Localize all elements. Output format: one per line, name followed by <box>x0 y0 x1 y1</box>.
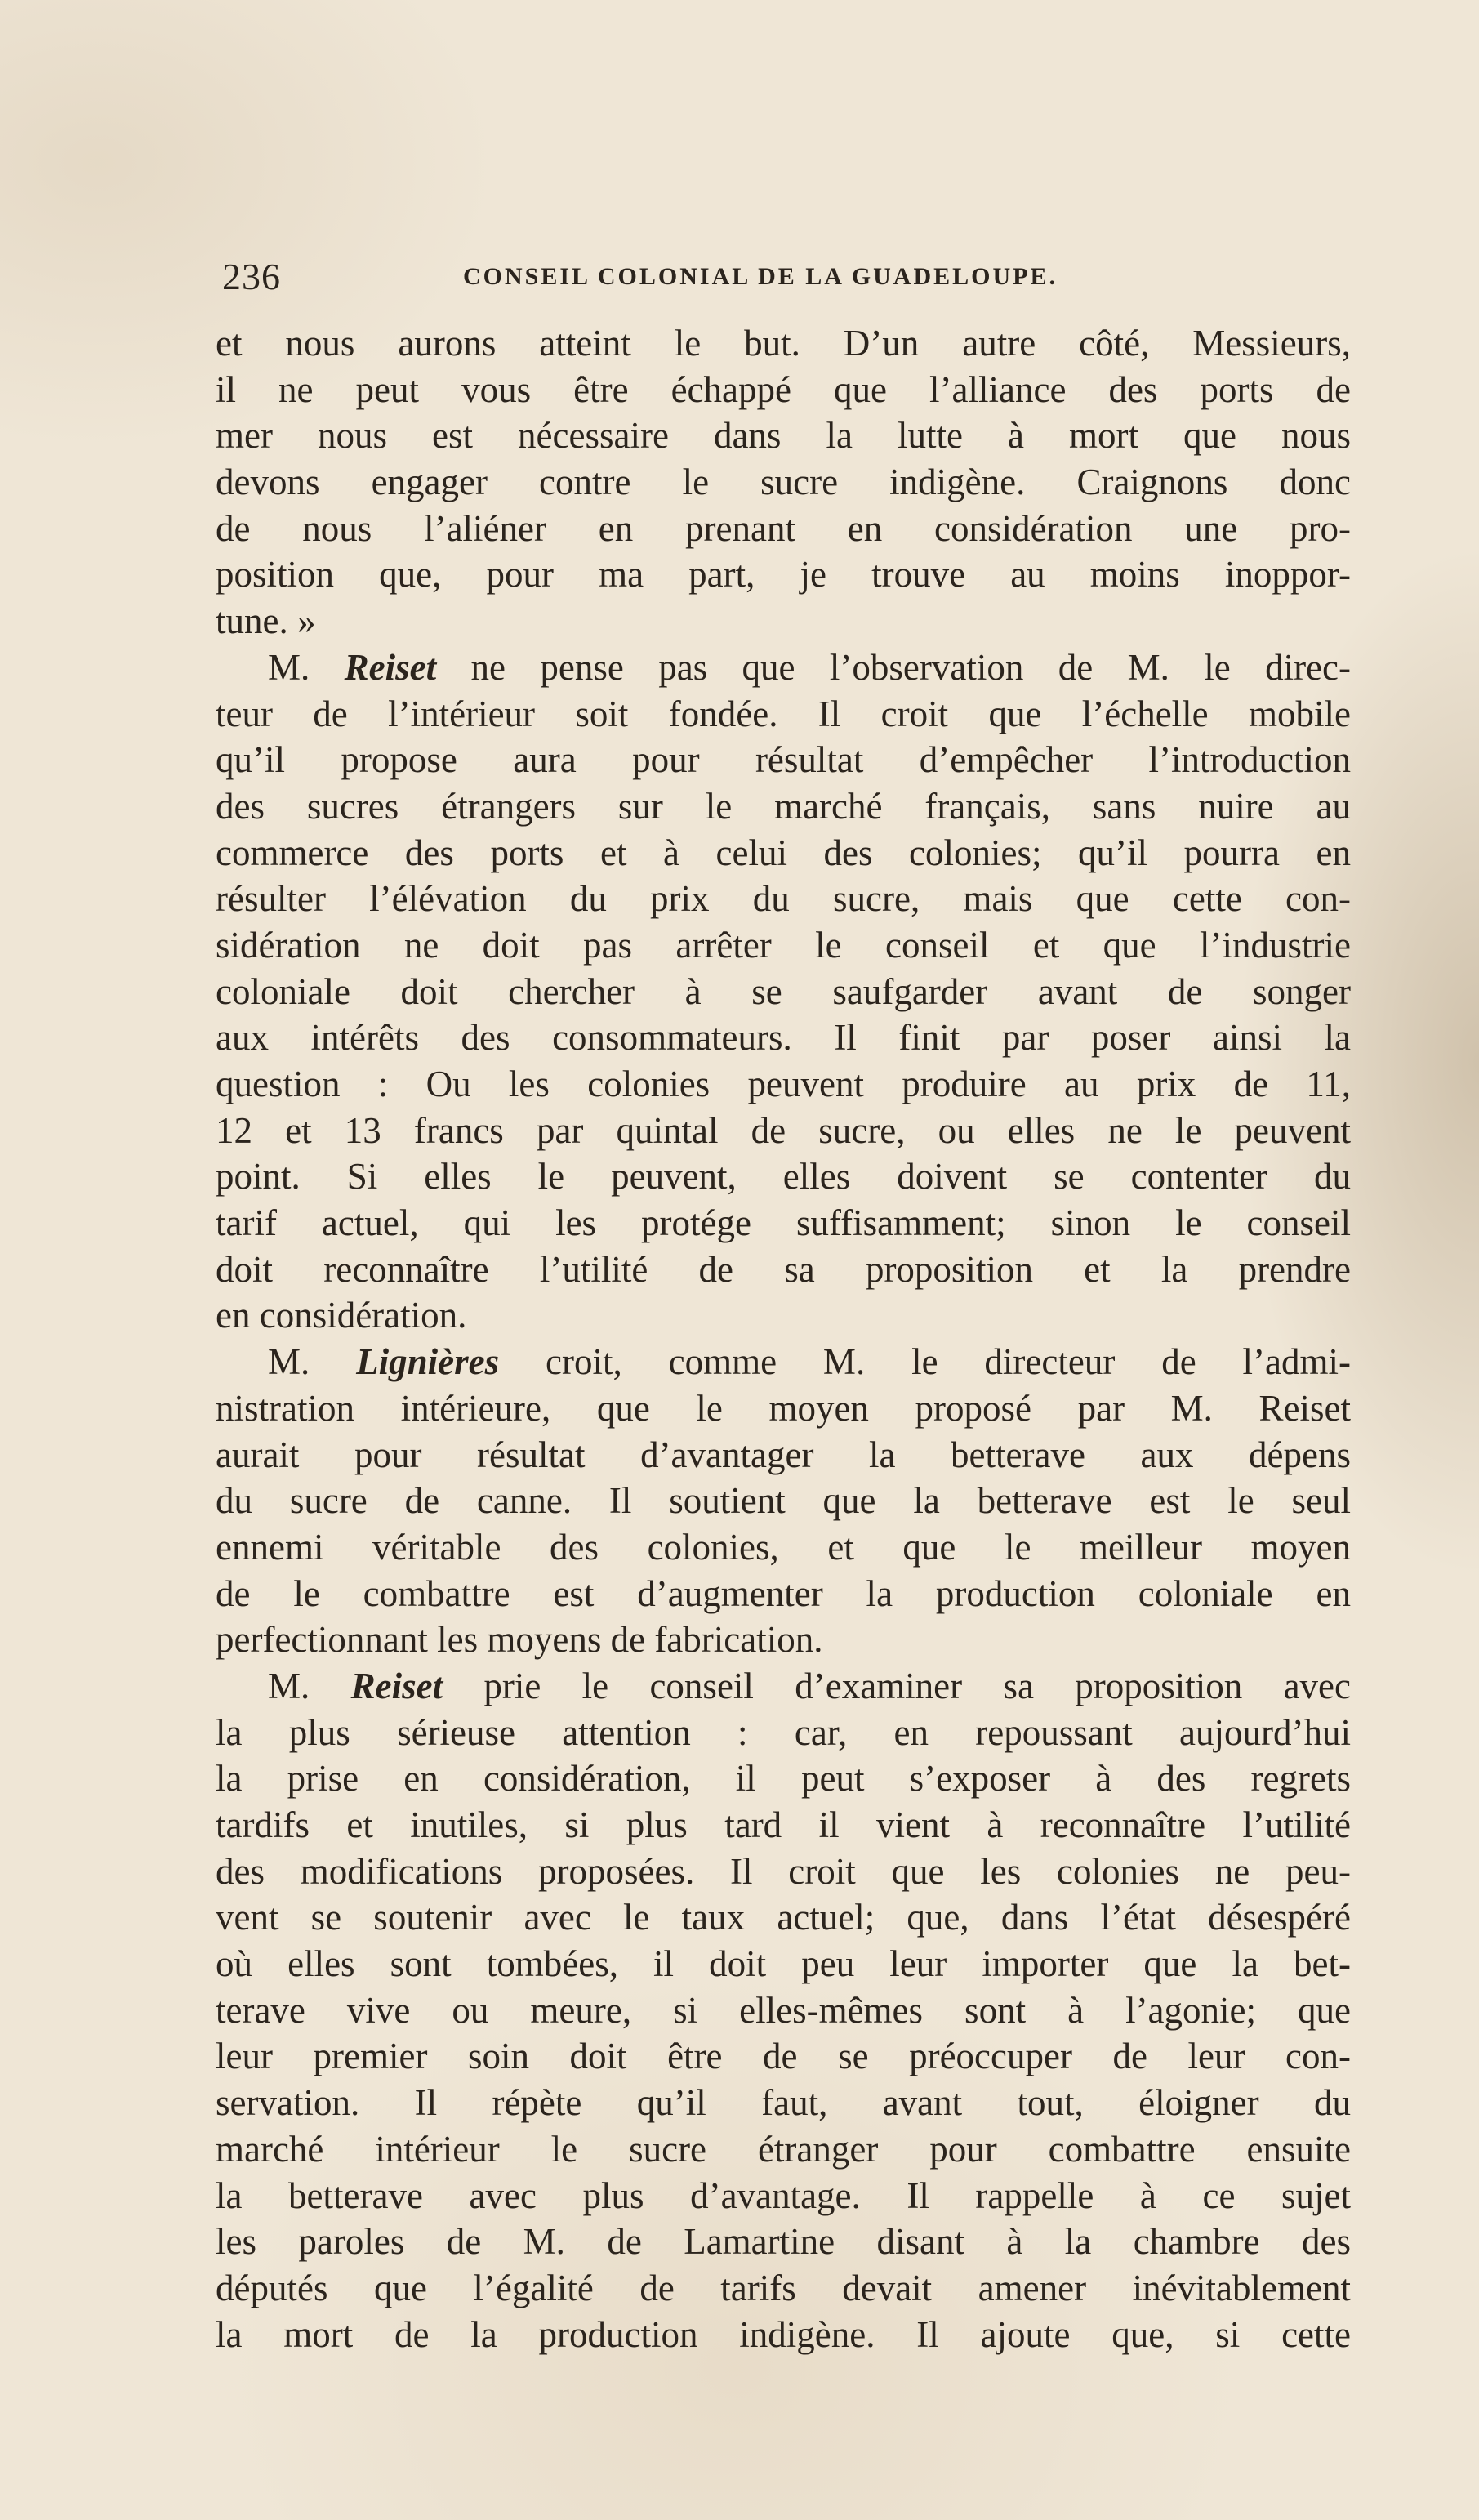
text-line: la betterave avec plus d’avantage. Il rappelle à ce sujet <box>216 2174 1351 2216</box>
text-line: en considération. <box>216 1295 467 1336</box>
text-line: 12 et 13 francs par quintal de sucre, ou elles ne le peuvent <box>216 1109 1351 1151</box>
text-line: teur de l’intérieur soit fondée. Il croit que l’échelle mobile <box>216 693 1351 734</box>
text-line: servation. Il répète qu’il faut, avant tout, éloigner du <box>216 2082 1351 2124</box>
running-head: CONSEIL COLONIAL DE LA GUADELOUPE. <box>463 263 1058 290</box>
text-line: coloniale doit chercher à se saufgarder avant de songer <box>216 970 1351 1012</box>
page-number: 236 <box>222 256 281 297</box>
body-text <box>216 320 1351 2444</box>
text-line: doit reconnaître l’utilité de sa proposition et la prendre <box>216 1248 1351 1290</box>
text-line: qu’il propose aura pour résultat d’empêcher l’introduction <box>216 739 1351 781</box>
text-line: du sucre de canne. Il soutient que la betterave est le seul <box>216 1480 1351 1522</box>
speaker-prefix: M. <box>268 646 345 688</box>
text-line: position que, pour ma part, je trouve au moins inoppor- <box>216 554 1351 595</box>
text-line: la plus sérieuse attention : car, en repoussant aujourd’hui <box>216 1711 1351 1753</box>
text-line: de nous l’aliéner en prenant en considération une pro- <box>216 507 1351 549</box>
text-line: marché intérieur le sucre étranger pour combattre ensuite <box>216 2128 1351 2170</box>
speaker-name: Reiset <box>350 1665 443 1706</box>
line-text: croit, comme M. le directeur de l’admi- <box>499 1341 1351 1383</box>
paragraph-2 <box>216 644 1351 1339</box>
page-header <box>222 255 1349 304</box>
text-line: nistration intérieure, que le moyen proposé par M. Reiset <box>216 1387 1351 1429</box>
text-line: députés que l’égalité de tarifs devait amener inévitablement <box>216 2267 1351 2308</box>
text-line: la prise en considération, il peut s’exposer à des regrets <box>216 1758 1351 1800</box>
text-line: commerce des ports et à celui des colonies; qu’il pourra en <box>216 832 1351 873</box>
text-line: tune. » <box>216 600 316 642</box>
paragraph-3 <box>216 1339 1351 1663</box>
text-line: aux intérêts des consommateurs. Il finit par poser ainsi la <box>216 1017 1351 1059</box>
text-line: tardifs et inutiles, si plus tard il vient à reconnaître l’utilité <box>216 1804 1351 1845</box>
text-line: terave vive ou meure, si elles-mêmes sont à l’agonie; que <box>216 1989 1351 2031</box>
text-line: les paroles de M. de Lamartine disant à la chambre des <box>216 2221 1351 2263</box>
text-line: la mort de la production indigène. Il ajoute que, si cette <box>216 2313 1351 2355</box>
paragraph-1 <box>216 320 1351 644</box>
text-line: question : Ou les colonies peuvent produire au prix de 11, <box>216 1064 1351 1104</box>
speaker-prefix: M. <box>268 1665 351 1706</box>
text-line: aurait pour résultat d’avantager la betterave aux dépens <box>216 1434 1351 1475</box>
text-line: ennemi véritable des colonies, et que le meilleur moyen <box>216 1526 1351 1568</box>
text-line <box>216 1663 1351 1710</box>
speaker-name: Lignières <box>356 1341 500 1383</box>
text-line: point. Si elles le peuvent, elles doivent se contenter du <box>216 1156 1351 1198</box>
text-line: il ne peut vous être échappé que l’alliance des ports de <box>216 368 1351 410</box>
text-line: où elles sont tombées, il doit peu leur importer que la bet- <box>216 1943 1351 1985</box>
text-line: sidération ne doit pas arrêter le conseil et que l’industrie <box>216 924 1351 966</box>
speaker-prefix: M. <box>268 1341 357 1383</box>
line-text: prie le conseil d’examiner sa proposition avec <box>443 1665 1351 1706</box>
text-line: et nous aurons atteint le but. D’un autre côté, Messieurs, <box>216 323 1351 364</box>
text-line: mer nous est nécessaire dans la lutte à mort que nous <box>216 415 1351 457</box>
text-line <box>216 644 1351 691</box>
text-line: perfectionnant les moyens de fabrication. <box>216 1619 823 1661</box>
text-line: résulter l’élévation du prix du sucre, mais que cette con- <box>216 878 1351 920</box>
text-line <box>216 1339 1351 1385</box>
line-text: ne pense pas que l’observation de M. le direc- <box>436 646 1351 688</box>
text-line: devons engager contre le sucre indigène. Craignons donc <box>216 462 1351 503</box>
speaker-name: Reiset <box>344 646 437 688</box>
text-line: de le combattre est d’augmenter la production coloniale en <box>216 1572 1351 1614</box>
text-line: leur premier soin doit être de se préoccuper de leur con- <box>216 2036 1351 2077</box>
text-line: vent se soutenir avec le taux actuel; que, dans l’état désespéré <box>216 1897 1351 1938</box>
paragraph-4 <box>216 1663 1351 2357</box>
text-line: des sucres étrangers sur le marché français, sans nuire au <box>216 785 1351 827</box>
text-line: tarif actuel, qui les protége suffisamment; sinon le conseil <box>216 1202 1351 1244</box>
text-line: des modifications proposées. Il croit que les colonies ne peu- <box>216 1850 1351 1892</box>
